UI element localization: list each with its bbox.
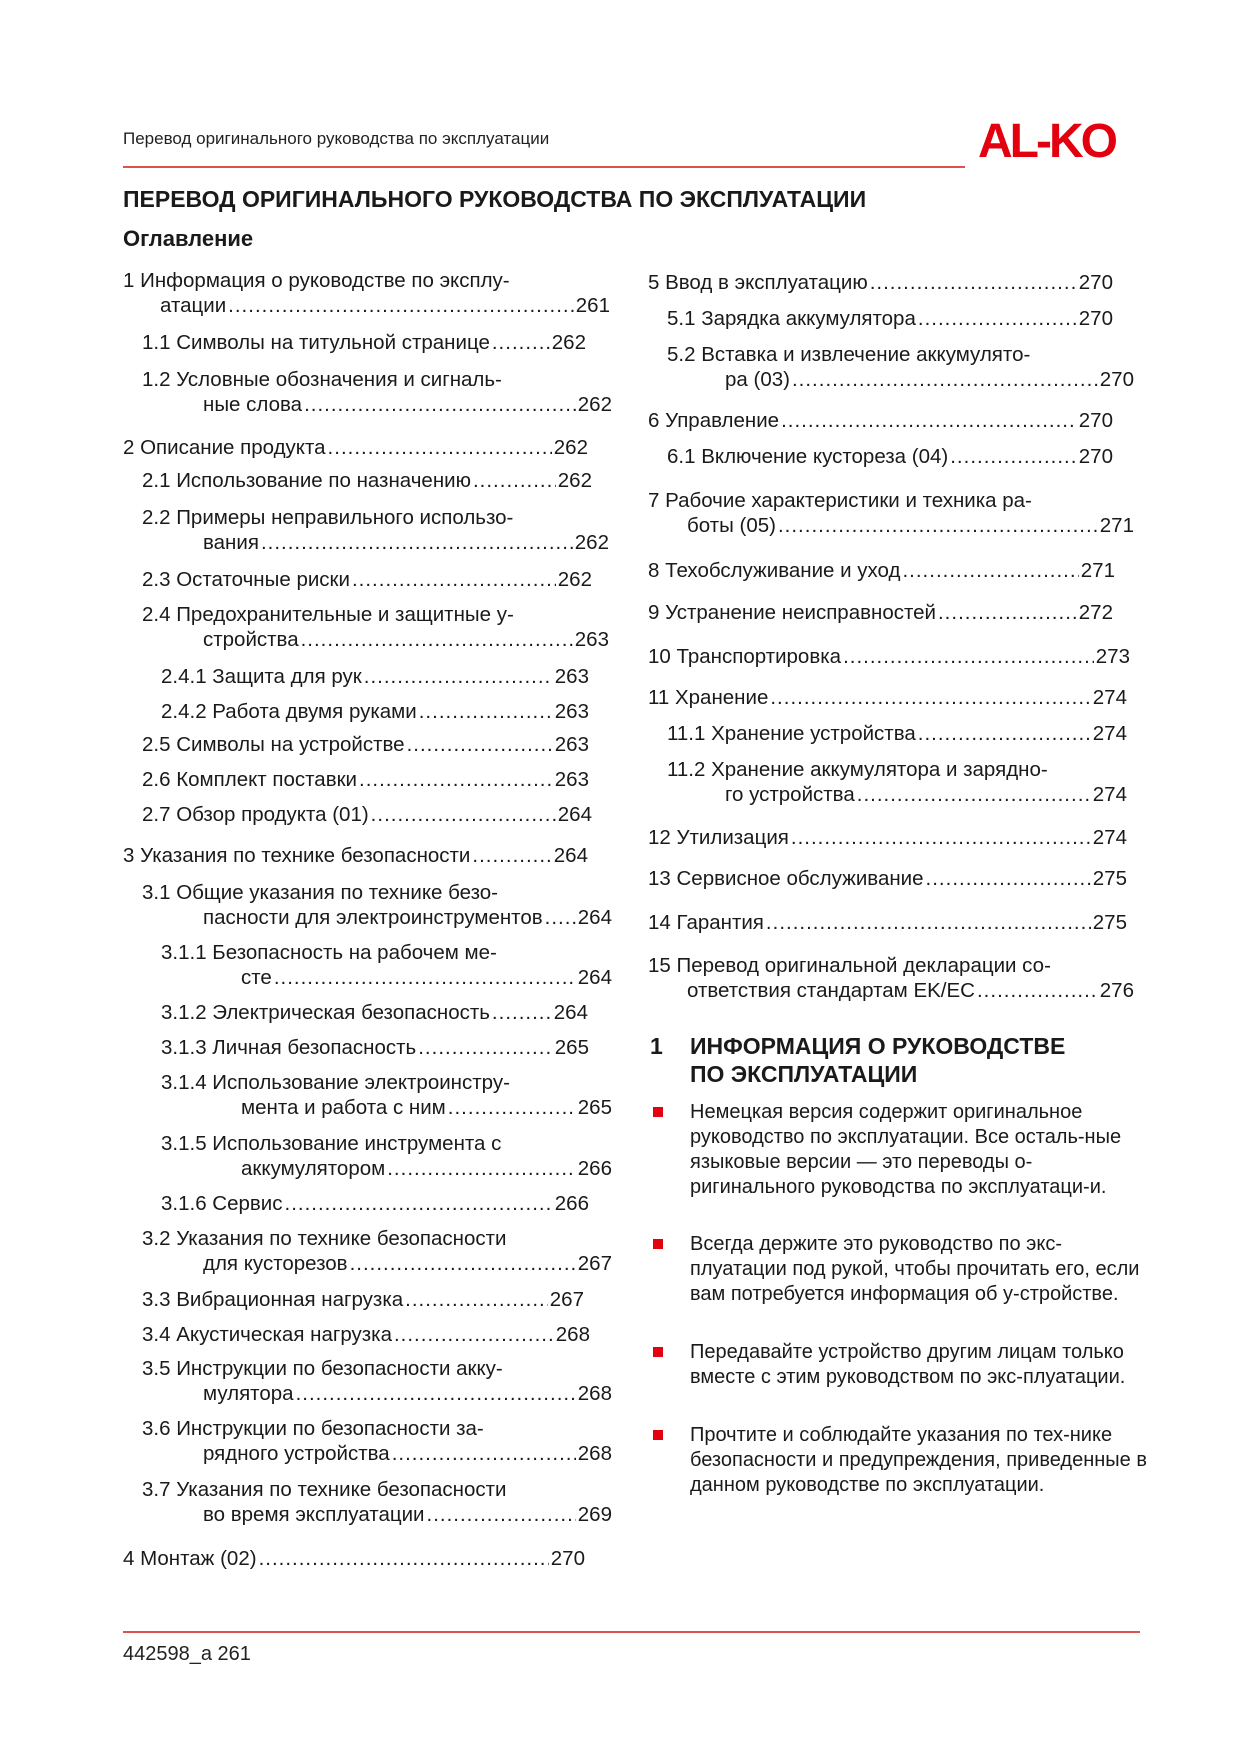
bullet-square-icon <box>653 1430 663 1440</box>
toc-entry[interactable]: 2.2 Примеры неправильного использо- вания ..... 262 <box>142 505 609 555</box>
toc-entry[interactable]: 3.1 Общие указания по технике безо- пасности для электроинструментов ..... 264 <box>142 880 612 930</box>
toc-entry[interactable]: 12 Утилизация ..... 274 <box>648 825 1127 850</box>
toc-entry[interactable]: 9 Устранение неисправностей ..... 272 <box>648 600 1113 625</box>
toc-entry[interactable]: 3.2 Указания по технике безопасности для кусторезов ..... 267 <box>142 1226 612 1276</box>
toc-entry[interactable]: 11.2 Хранение аккумулятора и зарядно- го устройства ..... 274 <box>667 757 1127 807</box>
toc-entry[interactable]: 3.3 Вибрационная нагрузка ..... 267 <box>142 1287 584 1312</box>
header-divider <box>123 166 965 168</box>
toc-entry[interactable]: 1.1 Символы на титульной странице ..... 262 <box>142 330 586 355</box>
toc-entry[interactable]: 3.7 Указания по технике безопасности во время эксплуатации ..... 269 <box>142 1477 612 1527</box>
toc-entry[interactable]: 10 Транспортировка ..... 273 <box>648 644 1130 669</box>
toc-entry[interactable]: 2.4.2 Работа двумя руками ..... 263 <box>161 699 589 724</box>
toc-entry[interactable]: 2.5 Символы на устройстве ..... 263 <box>142 732 589 757</box>
toc-entry[interactable]: 8 Техобслуживание и уход ..... 271 <box>648 558 1115 583</box>
toc-entry[interactable]: 4 Монтаж (02) ..... 270 <box>123 1546 585 1571</box>
page-number: 442598_a 261 <box>123 1643 251 1665</box>
toc-entry[interactable]: 13 Сервисное обслуживание ..... 275 <box>648 866 1127 891</box>
footer-divider <box>123 1631 1140 1633</box>
toc-entry[interactable]: 3 Указания по технике безопасности ..... 264 <box>123 843 588 868</box>
toc-entry[interactable]: 15 Перевод оригинальной декларации со- ответствия стандартам EK/EC ..... 276 <box>648 953 1134 1003</box>
svg-text:AL-KO: AL-KO <box>978 115 1115 167</box>
toc-entry[interactable]: 2 Описание продукта ..... 262 <box>123 435 588 460</box>
toc-entry[interactable]: 3.1.1 Безопасность на рабочем ме- сте ..... 264 <box>161 940 612 990</box>
toc-entry[interactable]: 3.1.6 Сервис ..... 266 <box>161 1191 589 1216</box>
toc-entry[interactable]: 14 Гарантия ..... 275 <box>648 910 1127 935</box>
header-title: Перевод оригинального руководства по эксплуатации <box>123 129 550 148</box>
toc-heading: Оглавление <box>123 226 254 251</box>
toc-entry[interactable]: 2.4.1 Защита для рук ..... 263 <box>161 664 589 689</box>
section-1-heading: 1 ИНФОРМАЦИЯ О РУКОВОДСТВЕ ПО ЭКСПЛУАТАЦИИ <box>650 1033 1066 1087</box>
toc-entry[interactable]: 2.4 Предохранительные и защитные у- стройства ..... 263 <box>142 602 609 652</box>
toc-entry[interactable]: 1.2 Условные обозначения и сигналь- ные слова ..... 262 <box>142 367 612 417</box>
toc-entry[interactable]: 3.1.5 Использование инструмента с аккумулятором ..... 266 <box>161 1131 612 1181</box>
toc-entry[interactable]: 2.7 Обзор продукта (01) ..... 264 <box>142 802 592 827</box>
bullet-square-icon <box>653 1347 663 1357</box>
toc-entry[interactable]: 5.2 Вставка и извлечение аккумулято- ра (03) ..... 270 <box>667 342 1134 392</box>
toc-entry[interactable]: 5 Ввод в эксплуатацию ..... 270 <box>648 270 1113 295</box>
toc-entry[interactable]: 11 Хранение ..... 274 <box>648 685 1127 710</box>
toc-entry[interactable]: 2.6 Комплект поставки ..... 263 <box>142 767 589 792</box>
toc-entry[interactable]: 3.5 Инструкции по безопасности акку- мулятора ..... 268 <box>142 1356 612 1406</box>
toc-entry[interactable]: 6.1 Включение кустореза (04) ..... 270 <box>667 444 1113 469</box>
toc-entry[interactable]: 3.6 Инструкции по безопасности за- рядного устройства ..... 268 <box>142 1416 612 1466</box>
toc-entry[interactable]: 3.1.4 Использование электроинстру- мента и работа с ним ..... 265 <box>161 1070 612 1120</box>
toc-entry[interactable]: 7 Рабочие характеристики и техника ра- боты (05) ..... 271 <box>648 488 1134 538</box>
toc-entry[interactable]: 11.1 Хранение устройства ..... 274 <box>667 721 1127 746</box>
al-ko-logo <box>978 113 1140 167</box>
bullet-square-icon <box>653 1239 663 1249</box>
toc-entry[interactable]: 3.4 Акустическая нагрузка ..... 268 <box>142 1322 590 1347</box>
toc-entry[interactable]: 3.1.2 Электрическая безопасность ..... 264 <box>161 1000 588 1025</box>
toc-entry[interactable]: 6 Управление ..... 270 <box>648 408 1113 433</box>
toc-entry[interactable]: 5.1 Зарядка аккумулятора ..... 270 <box>667 306 1113 331</box>
toc-entry[interactable]: 1 Информация о руководстве по эксплу- атации ..... 261 <box>123 268 610 318</box>
bullet-square-icon <box>653 1107 663 1117</box>
toc-entry[interactable]: 2.3 Остаточные риски ..... 262 <box>142 567 592 592</box>
document-title: ПЕРЕВОД ОРИГИНАЛЬНОГО РУКОВОДСТВА ПО ЭКСПЛУАТАЦИИ <box>123 186 867 212</box>
toc-entry[interactable]: 3.1.3 Личная безопасность ..... 265 <box>161 1035 589 1060</box>
toc-entry[interactable]: 2.1 Использование по назначению ..... 262 <box>142 468 592 493</box>
